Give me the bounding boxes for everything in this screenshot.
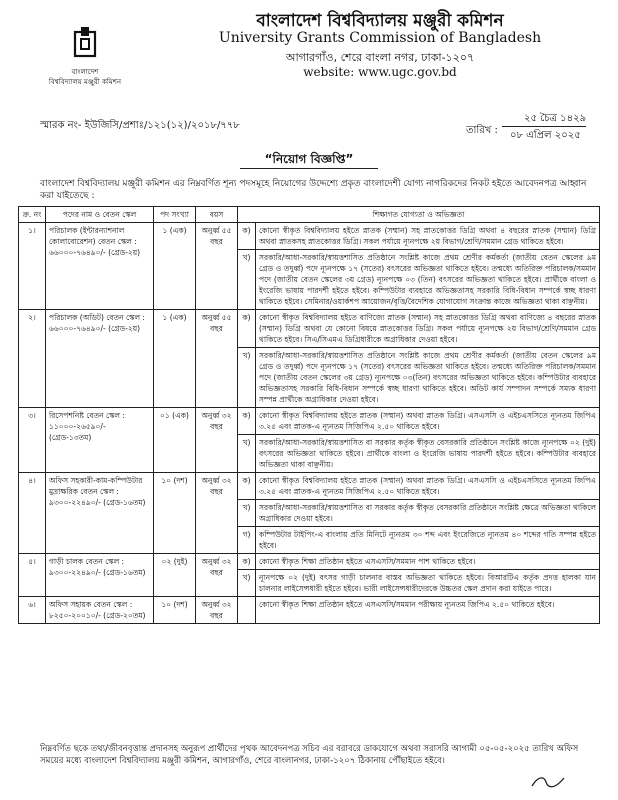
serial-cell: ৩। <box>19 408 46 473</box>
logo-caption-country: বাংলাদেশ <box>71 68 99 76</box>
table-header-row <box>19 207 600 223</box>
vacancy-table <box>18 206 600 624</box>
intro-paragraph: বাংলাদেশ বিশ্ববিদ্যালয় মঞ্জুরী কমিশন এর নিম্নবর্ণিত শূন্য পদসমূহে নিয়োগের উদ্দেশ্যে প্রকৃত বাংলাদেশী যোগ্য নাগরিকদের নিকট হইতে আবেদনপত্র আহ্বান করা যাইতেছে : <box>40 179 587 201</box>
ugc-logo-icon <box>72 26 98 60</box>
table-row <box>19 554 600 570</box>
header-qualification: শিক্ষাগত যোগ্যতা ও অভিজ্ঞতা <box>238 207 600 223</box>
header-serial: ক্র. নং <box>19 207 46 223</box>
qualification-label: ক) <box>238 408 256 435</box>
serial-cell: ২। <box>19 310 46 408</box>
post-count-cell: ১০ (দশ) <box>154 473 196 554</box>
qualification-label: খ) <box>238 348 256 408</box>
qualification-text: কম্পিউটার টাইপিং-এ বাংলায় প্রতি মিনিটে ন্যূনতম ৩০ শব্দ এবং ইংরেজিতে ন্যূনতম ৪০ শব্দের গতি সম্পন্ন হইতে হইবে। <box>256 527 600 554</box>
post-count-cell: ০১ (এক) <box>154 408 196 473</box>
table-body <box>19 223 600 624</box>
qualification-text: কোনো স্বীকৃত শিক্ষা প্রতিষ্ঠান হইতে এসএসসি/সমমান পাশ থাকিতে হইবে। <box>256 554 600 570</box>
serial-cell: ৬। <box>19 597 46 624</box>
qualification-text: কোনো স্বীকৃত বিশ্ববিদ্যালয় হইতে স্নাতক (সম্মান) অথবা স্নাতক ডিগ্রি। এসএসসি ও এইচএসসিতে ন্যূনতম জিপিএ ৩.২৫ এবং স্নাতক-এ ন্যূনতম সিজিপিএ ২.৫০ থাকিতে হইবে। <box>256 473 600 500</box>
qualification-text: সরকারি/আধা-সরকারি/স্বায়ত্তশাসিত প্রতিষ্ঠানে সংশ্লিষ্ট কাজে প্রথম শ্রেণীর কর্মকর্তা (জাতীয় বেতন স্কেলের ৯ম গ্রেড ও তদুর্ধ্ব) পদে ন্যূনপক্ষে ১৭ (সতের) বৎসরের অভিজ্ঞতা থাকিতে হইবে। তন্মধ্যে অতিরিক্ত পরিচালক/সমমান পদে (জাতীয় বেতন স্কেলের ৩য় গ্রেড) ন্যূনপক্ষে ০৩(তিন) বৎসরের অভিজ্ঞতা থাকিতে হইবে। কম্পিউটার ব্যবহারে অভিজ্ঞতাসহ সরকারি বিধি-বিধান সম্পর্কে স্বচ্ছ ধারণা থাকিতে হইবে। অডিট কার্য সম্পাদন সম্পর্কে সম্যক ধারণা সম্পন্ন প্রার্থীকে অগ্রাধিকার দেওয়া হইবে। <box>256 348 600 408</box>
age-cell: অনুর্ধ্ব ৩২ বছর <box>196 597 238 624</box>
header-age: বয়স <box>196 207 238 223</box>
qualification-label: ক) <box>238 554 256 570</box>
table-row <box>19 473 600 500</box>
qualification-label: ক) <box>238 223 256 250</box>
post-count-cell: ১ (এক) <box>154 310 196 408</box>
table-row <box>19 223 600 250</box>
qualification-text: কোনো স্বীকৃত বিশ্ববিদ্যালয় হইতে বাণিজ্যে স্নাতক (সম্মান) সহ স্নাতকোত্তর ডিগ্রি অথবা বাণিজ্যে ৪ বছরের স্নাতক (সম্মান) ডিগ্রি অথবা যে কোনো বিষয়ে স্নাতকোত্তর ডিগ্রি। সকল পর্যায়ে ন্যূনপক্ষে ২য় বিভাগ/শ্রেণি/সমমান গ্রেড থাকিতে হইবে। সিএ/সিএমএ ডিগ্রিধারীকে অগ্রাধিকার দেওয়া হইবে। <box>256 310 600 348</box>
age-cell: অনুর্ধ্ব ৩২ বছর <box>196 473 238 554</box>
signature-mark-icon <box>528 772 568 792</box>
header-post-name: পদের নাম ও বেতন স্কেল <box>46 207 154 223</box>
serial-cell: ১। <box>19 223 46 310</box>
title-underline <box>240 168 378 169</box>
qualification-text: সরকারি/আধা-সরকারি/স্বায়ত্তশাসিত বা সরকার কর্তৃক স্বীকৃত বেসরকারি প্রতিষ্ঠানে সংশ্লিষ্ট ক্ষেত্রে অভিজ্ঞতা থাকিলে অগ্রাধিকার দেওয়া হইবে। <box>256 500 600 527</box>
date-label: তারিখ : <box>466 125 498 136</box>
qualification-text: কোনো স্বীকৃত শিক্ষা প্রতিষ্ঠান হইতে এসএসসি/সমমান পরীক্ষায় ন্যূনতম জিপিএ ২.৫০ থাকিতে হইবে। <box>256 597 600 624</box>
org-website: website: www.ugc.gov.bd <box>303 65 457 79</box>
serial-cell: ৪। <box>19 473 46 554</box>
table-row <box>19 310 600 348</box>
qualification-label: গ) <box>238 527 256 554</box>
date-gregorian: ০৮ এপ্রিল ২০২৫ <box>510 130 581 141</box>
post-name-cell: পরিচালক (অডিট) বেতন স্কেল : ৬৬০০০-৭৬৪৯০/- (গ্রেড-২য়) <box>46 310 154 408</box>
date-divider <box>502 126 586 127</box>
serial-cell: ৫। <box>19 554 46 597</box>
qualification-text: কোনো স্বীকৃত বিশ্ববিদ্যালয় হইতে স্নাতক (সম্মান) অথবা স্নাতক ডিগ্রি। এসএসসি ও এইচএসসিতে ন্যূনতম জিপিএ ৩.২৫ এবং স্নাতক-এ ন্যূনতম সিজিপিএ ২.৫০ থাকিতে হইবে। <box>256 408 600 435</box>
age-cell: অনুর্ধ্ব ৫৫ বছর <box>196 223 238 310</box>
table-row <box>19 408 600 435</box>
org-title-bangla: বাংলাদেশ বিশ্ববিদ্যালয় মঞ্জুরী কমিশন <box>256 11 504 31</box>
memo-reference: স্মারক নং- ইউজিসি/প্রশাঃ/১২১(১২)/২০১৮/৭৭৮ <box>40 120 240 131</box>
notice-title: “নিয়োগ বিজ্ঞপ্তি” <box>264 152 354 166</box>
qualification-label: ক) <box>238 310 256 348</box>
post-name-cell: অফিস সহায়ক বেতন স্কেল : ৮২৫০-২০০১০/- (গ্রেড-২০তম) <box>46 597 154 624</box>
org-address: আগারগাঁও, শেরে বাংলা নগর, ঢাকা-১২০৭ <box>285 51 475 64</box>
qualification-label: খ) <box>238 570 256 597</box>
post-count-cell: ১০ (দশ) <box>154 597 196 624</box>
qualification-text: সরকারি/আধা-সরকারি/স্বায়ত্তশাসিত প্রতিষ্ঠানে সংশ্লিষ্ট কাজে প্রথম শ্রেণীর কর্মকর্তা (জাতীয় বেতন স্কেলের ৯ম গ্রেড ও তদুর্ধ্ব) পদে ন্যূনপক্ষে ১৭ (সতের) বৎসরের অভিজ্ঞতা থাকিতে হইবে। তন্মধ্যে অতিরিক্ত পরিচালক/সমমান পদে (জাতীয় বেতন স্কেলের ৩য় গ্রেড) ন্যূনপক্ষে ০৩ (তিন) বৎসরের অভিজ্ঞতা থাকিতে হইবে। প্রার্থীকে বাংলা ও ইংরেজি ভাষায় পারদর্শী হইতে হইবে। কম্পিউটার ব্যবহারে অভিজ্ঞতাসহ সরকারি বিধি-বিধান সম্পর্কে স্বচ্ছ ধারণা থাকিতে হইবে। সেমিনার/ওয়ার্কশপ আয়োজন/বৃত্তি/বৈদেশিক যোগাযোগ সংক্রান্ত কাজে অভিজ্ঞতা থাকা বাঞ্ছনীয়। <box>256 250 600 310</box>
age-cell: অনুর্ধ্ব ৩২ বছর <box>196 408 238 473</box>
qualification-label: খ) <box>238 250 256 310</box>
date-bangla: ২৫ চৈত্র ১৪২৯ <box>524 113 587 124</box>
post-name-cell: পরিচালক (ইন্টারন্যাশনাল কোলাবোরেশন) বেতন স্কেল : ৬৬০০০-৭৬৪৯০/- (গ্রেড-২য়) <box>46 223 154 310</box>
org-title-english: University Grants Commission of Bangladesh <box>218 30 542 46</box>
qualification-label: খ) <box>238 435 256 473</box>
post-count-cell: ১ (এক) <box>154 223 196 310</box>
post-name-cell: অফিস সহকারী-কাম-কম্পিউটার মুদ্রাক্ষরিক বেতন স্কেল : ৯৩০০-২২৪৯০/- (গ্রেড-১৬তম) <box>46 473 154 554</box>
qualification-text: ন্যূনপক্ষে ০২ (দুই) বৎসর গাড়ী চালনার বাস্তব অভিজ্ঞতা থাকিতে হইবে। বিআরটিএ কর্তৃক প্রদত্ত হালকা যান চালনার লাইসেন্সধারী হইতে হইবে। ভারী লাইসেন্সধারীদেরকে উচ্চতর স্কেল প্রদান করা যাইতে পারে। <box>256 570 600 597</box>
post-count-cell: ০২ (দুই) <box>154 554 196 597</box>
qualification-label <box>238 597 256 624</box>
qualification-label: ক) <box>238 473 256 500</box>
post-name-cell: গাড়ী চালক বেতন স্কেল : ৯৩০০-২২৪৯০/- (গ্রেড-১৬তম) <box>46 554 154 597</box>
age-cell: অনুর্ধ্ব ৩২ বছর <box>196 554 238 597</box>
qualification-text: সরকারি/আধা-সরকারি/স্বায়ত্তশাসিত বা সরকার কর্তৃক স্বীকৃত বেসরকারি প্রতিষ্ঠানে সংশ্লিষ্ট কাজে ন্যূনপক্ষে ০২ (দুই) বৎসরের অভিজ্ঞতা থাকিতে হইবে। প্রার্থীকে বাংলা ও ইংরেজি ভাষায় পারদর্শী হইতে হইবে। কম্পিউটার ব্যবহারে অভিজ্ঞতা থাকা বাঞ্ছনীয়। <box>256 435 600 473</box>
age-cell: অনুর্ধ্ব ৫৫ বছর <box>196 310 238 408</box>
qualification-label: খ) <box>238 500 256 527</box>
logo-caption-org: বিশ্ববিদ্যালয় মঞ্জুরী কমিশন <box>48 78 122 86</box>
header-post-count: পদ সংখ্যা <box>154 207 196 223</box>
qualification-text: কোনো স্বীকৃত বিশ্ববিদ্যালয় হইতে স্নাতক (সম্মান) সহ স্নাতকোত্তর ডিগ্রি অথবা ৪ বছরের স্নাতক (সম্মান) ডিগ্রি অথবা স্নাতকসহ স্নাতকোত্তর ডিগ্রি। সকল পর্যায়ে ন্যূনপক্ষে ২য় বিভাগ/শ্রেণি/সমমান গ্রেড থাকিতে হইবে। <box>256 223 600 250</box>
post-name-cell: রিসেপশনিষ্ট বেতন স্কেল : ১১০০০-২৬৫৯০/- (গ্রেড-১৩তম) <box>46 408 154 473</box>
table-row <box>19 597 600 624</box>
footer-instructions: নিম্নবর্ণিত ছকে তথ্য/জীবনবৃত্তান্ত প্রদানসহ অনুরূপ প্রার্থীদের পৃথক আবেদনপত্র সচিব এর বরাবরে ডাকযোগে অথবা সরাসরি আগামী ০৫-০৫-২০২৫ তারিখ অফিস সময়ের মধ্যে বাংলাদেশ বিশ্ববিদ্যালয় মঞ্জুরী কমিশন, আগারগাঁও, শেরে বাংলানগর, ঢাকা-১২০৭ ঠিকানায় পৌঁছাইতে হইবে। <box>40 744 579 766</box>
